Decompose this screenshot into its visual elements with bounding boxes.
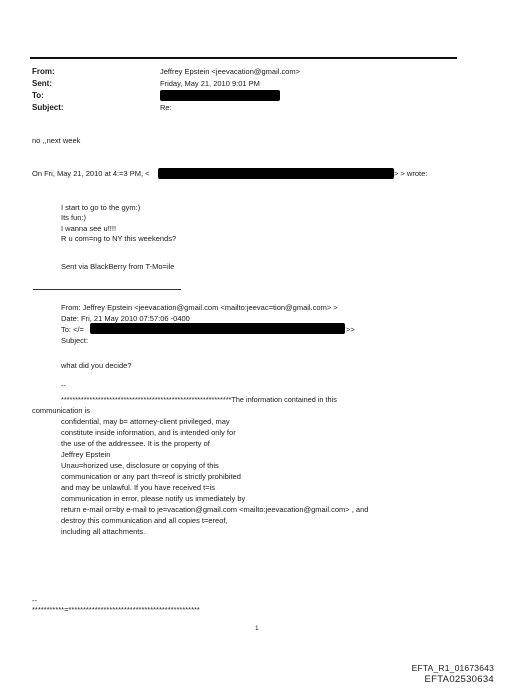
- quoted-line: Its fun:): [61, 213, 87, 222]
- forwarded-from: From: Jeffrey Epstein <jeevacation@gmail.com <mailto:jeevac=tion@gmail.com> >: [61, 303, 338, 312]
- footer-stars: ***********=*********************************************: [32, 605, 200, 614]
- footer-dashes: --: [32, 596, 37, 605]
- disclaimer-line: Jeffrey Epstein: [61, 450, 111, 459]
- disclaimer-lead: communication is: [32, 406, 90, 415]
- quoted-line: I wanna see u!!!!: [61, 224, 117, 233]
- forwarded-subject: Subject:: [61, 336, 89, 345]
- subject-label: Subject:: [32, 103, 64, 112]
- from-value: Jeffrey Epstein <jeevacation@gmail.com>: [160, 67, 301, 76]
- sent-label: Sent:: [32, 79, 52, 88]
- quoted-line: R u com=ng to NY this weekends?: [61, 234, 177, 243]
- efta-ref-2: EFTA02530634: [424, 674, 494, 685]
- sent-value: Friday, May 21, 2010 9:01 PM: [160, 79, 260, 88]
- quote-intro-prefix: On Fri, May 21, 2010 at 4:=3 PM, <: [32, 169, 150, 178]
- subject-value: Re:: [160, 103, 172, 112]
- to-redaction: [160, 90, 280, 101]
- disclaimer-dashes: --: [61, 381, 66, 390]
- disclaimer-line: and may be unlawful. If you have received t=is: [61, 483, 216, 492]
- forwarded-to-prefix: To: </=: [61, 325, 84, 334]
- header-top-rule: [30, 57, 457, 59]
- blackberry-signature: Sent via BlackBerry from T-Mo=ile: [61, 262, 175, 271]
- disclaimer-stars-line: ************************************************************The information contained in this: [61, 395, 337, 404]
- disclaimer-line: destroy this communication and all copies t=ereof,: [61, 516, 228, 525]
- forwarded-to-suffix: >>: [346, 325, 355, 334]
- reply-text: no ,,next week: [32, 136, 81, 145]
- forwarded-to-redaction: [90, 323, 345, 334]
- quote-intro-redaction: [158, 168, 394, 179]
- disclaimer-line: communication in error, please notify us immediately by: [61, 494, 246, 503]
- disclaimer-line: the use of the addressee. It is the property of: [61, 439, 210, 448]
- forward-separator: [33, 289, 181, 290]
- disclaimer-line: confidential, may b= attorney-client privileged, may: [61, 417, 230, 426]
- to-label: To:: [32, 91, 44, 100]
- efta-ref-1: EFTA_R1_01673643: [411, 663, 494, 673]
- disclaimer-line: constitute inside information, and is intended only for: [61, 428, 236, 437]
- disclaimer-line: communication or any part th=reof is strictly prohibited: [61, 472, 241, 481]
- forwarded-message: what did you decide?: [61, 361, 132, 370]
- forwarded-date: Date: Fri, 21 May 2010 07:57:06 -0400: [61, 314, 190, 323]
- from-label: From:: [32, 67, 55, 76]
- quote-intro-suffix: > > wrote:: [394, 169, 428, 178]
- disclaimer-line: including all attachments.: [61, 527, 146, 536]
- disclaimer-line: return e-mail or=by e-mail to je=vacation@gmail.com <mailto:jeevacation@gmail.com> , and: [61, 505, 369, 514]
- quoted-line: I start to go to the gym:): [61, 203, 141, 212]
- page-number: 1: [255, 625, 259, 632]
- disclaimer-line: Unau=horized use, disclosure or copying of this: [61, 461, 219, 470]
